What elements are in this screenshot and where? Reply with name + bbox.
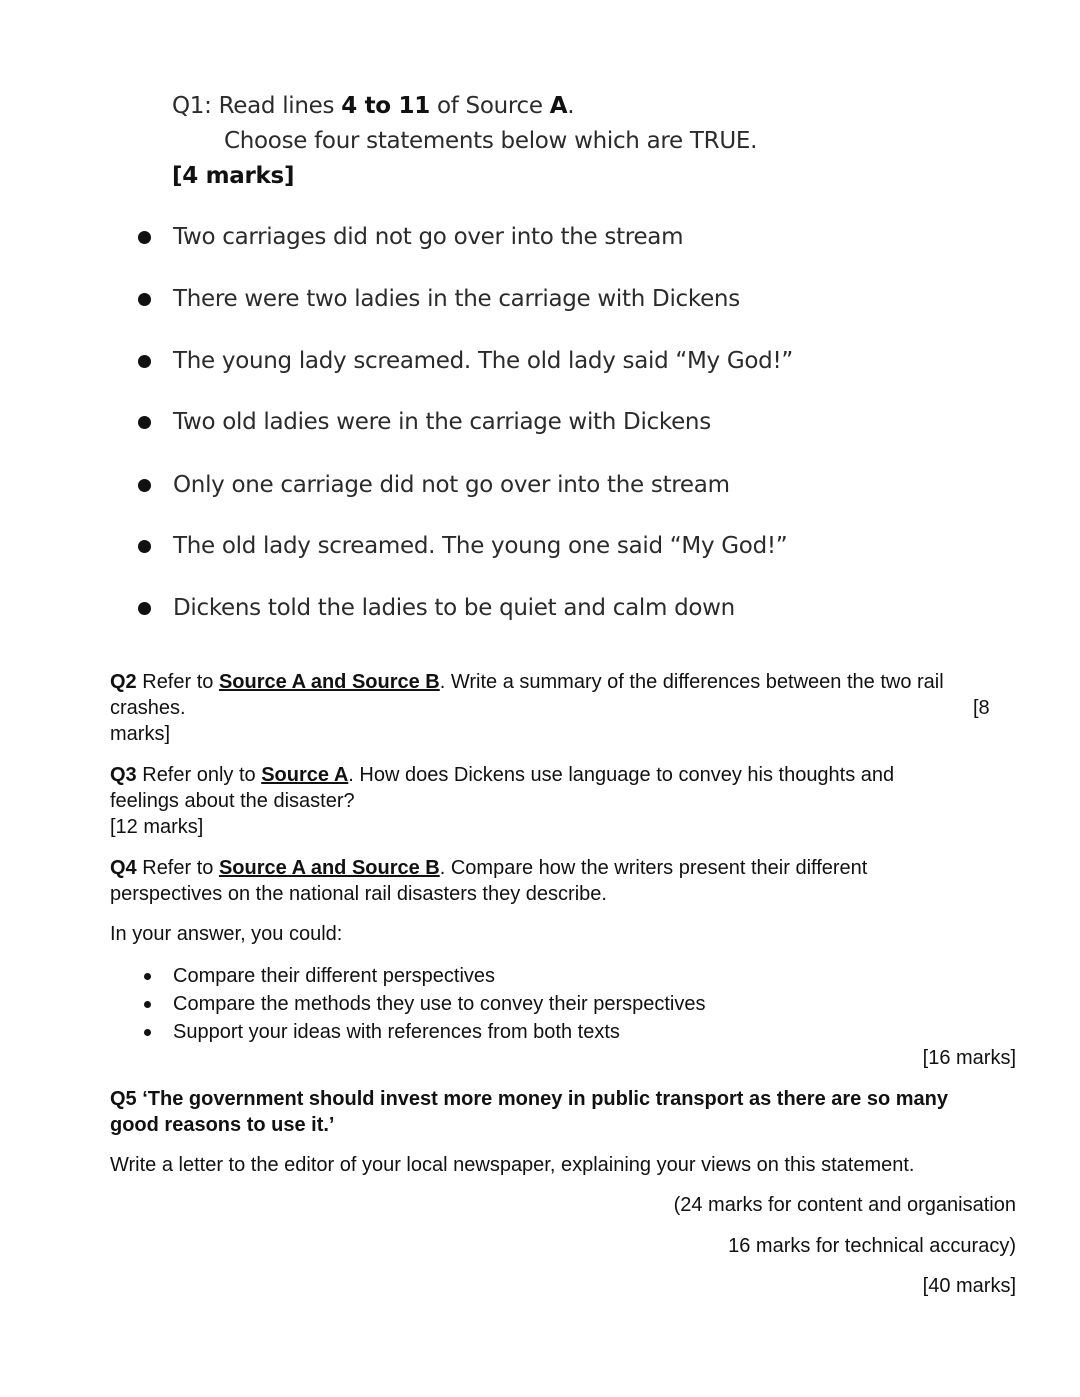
q4-bullet-text: Support your ideas with references from both texts [173,1021,620,1043]
q4-line1 [110,855,867,881]
q2-label: Q2 [110,671,137,693]
q1-lines-range: 4 to 11 [341,93,430,119]
q1-end: . [567,93,575,119]
q4-bullet [110,1019,620,1045]
bullet-icon [138,540,151,553]
q4-intro: In your answer, you could: [110,923,343,945]
q5-marks-content: (24 marks for content and organisation [673,1194,1016,1216]
q2-pre: Refer to [136,671,219,693]
q3-marks: [12 marks] [110,816,204,838]
q1-prefix: Q1: Read lines [172,93,342,119]
bullet-icon [138,602,151,615]
q5-line2: good reasons to use it.’ [110,1114,335,1136]
statement-text: The young lady screamed. The old lady said “My God!” [173,348,794,374]
statement-text: Only one carriage did not go over into the stream [173,472,730,498]
statement-text: Dickens told the ladies to be quiet and calm down [173,595,735,621]
q1-statement [138,533,787,559]
q4-bullet [110,991,706,1017]
q5-statement: ‘The government should invest more money in public transport as there are so many [136,1088,948,1110]
q2-line1 [110,669,944,695]
q1-statement [138,224,683,250]
q4-text: . Compare how the writers present their different [439,857,868,879]
q2-marks-part2: marks] [110,723,170,745]
q4-line2: perspectives on the national rail disasters they describe. [110,883,607,905]
q2-marks-part1: [8 [973,697,990,719]
q4-bullet [110,963,495,989]
q5-line1 [110,1086,948,1112]
q2-sources: Source A and Source B [218,671,440,693]
q3-label: Q3 [110,764,137,786]
q4-bullet-text: Compare the methods they use to convey their perspectives [173,993,706,1015]
statement-text: The old lady screamed. The young one said “My God!” [173,533,788,559]
q1-statement [138,348,793,374]
q4-marks: [16 marks] [922,1047,1016,1069]
q1-marks: [4 marks] [172,163,295,189]
q4-bullet-text: Compare their different perspectives [173,965,496,987]
q5-marks-accuracy: 16 marks for technical accuracy) [728,1235,1016,1257]
q1-heading [172,93,574,119]
q3-sources: Source A [261,764,349,786]
q5-label: Q5 [110,1088,137,1110]
q1-statement [138,472,730,498]
q3-line1 [110,762,894,788]
q1-statement [138,286,740,312]
bullet-icon [138,231,151,244]
q2-line2: crashes. [110,697,186,719]
statement-text: Two old ladies were in the carriage with Dickens [173,409,711,435]
q1-statement [138,409,711,435]
q2-text: . Write a summary of the differences between the two rail [439,671,944,693]
bullet-icon [138,355,151,368]
q1-mid: of Source [429,93,550,119]
q5-task: Write a letter to the editor of your local newspaper, explaining your views on this statement. [110,1154,915,1176]
q3-text: . How does Dickens use language to convey his thoughts and [348,764,895,786]
bullet-icon [138,416,151,429]
q1-source: A [549,93,568,119]
statement-text: There were two ladies in the carriage with Dickens [173,286,740,312]
bullet-icon [138,479,151,492]
bullet-icon [144,1029,151,1036]
q4-label: Q4 [110,857,137,879]
bullet-icon [144,973,151,980]
q3-pre: Refer only to [136,764,262,786]
bullet-icon [138,293,151,306]
statement-text: Two carriages did not go over into the stream [173,224,684,250]
q4-sources: Source A and Source B [218,857,440,879]
q5-marks-total: [40 marks] [922,1275,1016,1297]
q3-line2: feelings about the disaster? [110,790,355,812]
q1-statement [138,595,735,621]
q4-pre: Refer to [136,857,219,879]
bullet-icon [144,1001,151,1008]
q1-instruction: Choose four statements below which are TRUE. [224,128,758,154]
